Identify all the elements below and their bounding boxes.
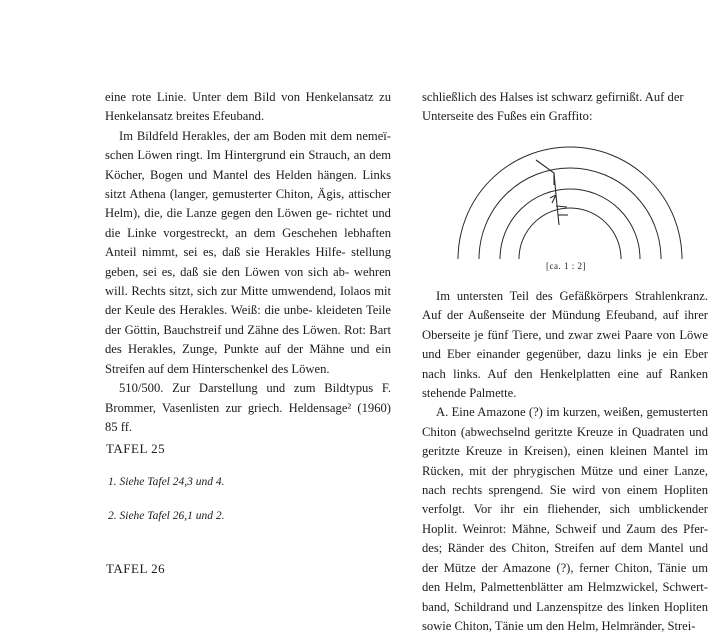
right-column bbox=[422, 88, 708, 127]
left-paragraph-1: eine rote Linie. Unter dem Bild von Henkelansatz zu Henkelansatz breites Efeuband. bbox=[105, 90, 391, 124]
figure-caption: [ca. 1 : 2] bbox=[546, 261, 586, 271]
right-paragraph-3: A. Eine Amazone (?) im kurzen, weißen, gemusterten Chiton (abwechselnd geritzte Kreuze in Quadraten und geritzte Kreuze in Kreisen), einen kleinen Mantel im Rücken, mit der phrygischen Mütze und einer Lanze, nach rechts sprengend. Sie wird von einem Hopliten verfolgt. Vor ihr ein fliehender, sich umblickender Hoplit. Weinrot: Mähne, Schweif und Zaum des Pfer- des; Ränder des Chiton, Streifen auf dem Mantel und der Mütze der Amazone (?), ferner Chiton, Tänie um den Helm, Palmettenblätter am Helmzwickel, Schwert- band, Schildrand und Lanzenspitze des linken Hopliten sowie Chiton, Tänie um den Helm, Helmränder, Strei- bbox=[422, 405, 708, 633]
right-paragraph-2: Im untersten Teil des Gefäßkörpers Strahlenkranz. Auf der Außenseite der Mündung Efeuband, auf ihrer Oberseite je fünf Tiere, und zwar zwei Paare von Löwe und Eber einander gegenüber, dazu links je ein Eber nach links. Auf den Henkelplatten eine auf Ranken stehende Palmette. bbox=[422, 289, 708, 401]
right-intro-paragraph: schließlich des Halses ist schwarz gefirnißt. Auf der Unterseite des Fußes ein Graffito: bbox=[422, 90, 684, 124]
right-column-lower bbox=[422, 287, 708, 636]
left-paragraph-2: Im Bildfeld Herakles, der am Boden mit dem nemeï- schen Löwen ringt. Im Hintergrund ein Strauch, an dem Köcher, Bogen und Mantel des Helden hängen. Links sitzt Athena (langer, gemusterter Chiton, Ägis, attischer Helm), die, die Lanze gegen den Löwen ge- richtet und die Linke vorgestreckt, an dem Geschehen lebhaften Anteil nimmt, sei es, daß sie Herakles Hilfe- stellung geben, sei es, daß sie den Löwen von sich ab- wehren will. Rechts sitzt, sich zur Mitte umwendend, Iolaos mit der Keule des Herakles. Weiß: die unbe- kleideten Teile der Göttin, Bauchstreif und Zähne des Löwen. Rot: Bart des Herakles, Zunge, Punkte auf der Mähne und ein Streifen auf dem Hinterschenkel des Löwen. bbox=[105, 128, 392, 376]
tafel-25-item-1: 1. Siehe Tafel 24,3 und 4. bbox=[108, 476, 225, 488]
tafel-25-heading: TAFEL 25 bbox=[106, 441, 166, 456]
tafel-26-heading: TAFEL 26 bbox=[106, 561, 166, 576]
tafel-25-item-2: 2. Siehe Tafel 26,1 und 2. bbox=[108, 510, 225, 522]
graffito-arc-3 bbox=[500, 189, 640, 259]
left-column bbox=[105, 88, 391, 437]
left-paragraph-3: 510/500. Zur Darstellung und zum Bildtypus F. Brommer, Vasenlisten zur griech. Heldensage² (1960) 85 ff. bbox=[105, 381, 391, 434]
graffito-arc-inner bbox=[519, 208, 621, 259]
graffito-drawing bbox=[450, 135, 690, 275]
graffito-arc-outer bbox=[458, 147, 682, 259]
graffito-arc-2 bbox=[479, 168, 661, 259]
